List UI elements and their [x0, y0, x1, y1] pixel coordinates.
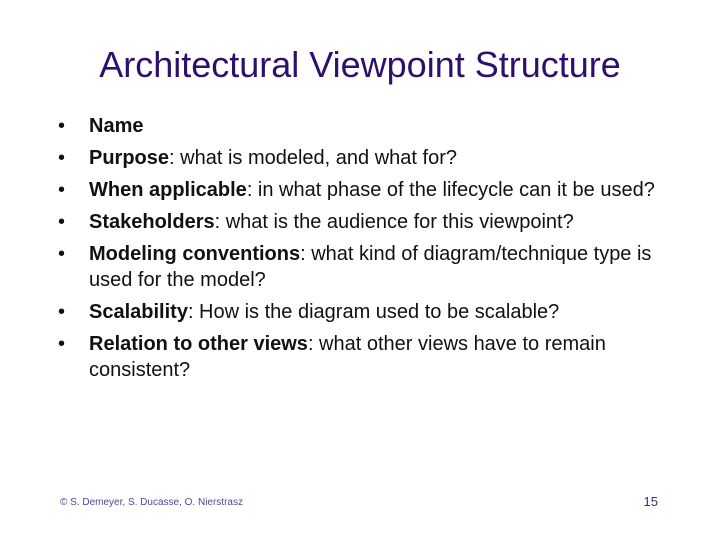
bullet-icon: • [58, 211, 66, 233]
bullet-item [58, 113, 678, 139]
bullet-text: : How is the diagram used to be scalable? [187, 301, 560, 323]
bullet-text: : what other views have to remain consistent? [89, 333, 606, 381]
bullet-term: Name [89, 115, 144, 137]
bullet-term: When applicable [89, 179, 247, 201]
bullet-term: Scalability [89, 301, 188, 323]
bullet-icon: • [58, 333, 66, 355]
bullet-list [58, 113, 678, 389]
bullet-text: : what is the audience for this viewpoint? [214, 211, 574, 233]
bullet-item [58, 177, 678, 203]
bullet-term: Purpose [89, 147, 170, 169]
bullet-text: : in what phase of the lifecycle can it be used? [246, 179, 655, 201]
bullet-item [58, 299, 678, 325]
bullet-term: Stakeholders [89, 211, 215, 233]
bullet-item [58, 209, 678, 235]
footer-copyright: © S. Demeyer, S. Ducasse, O. Nierstrasz [60, 497, 243, 508]
bullet-icon: • [58, 301, 66, 323]
bullet-item [58, 241, 678, 293]
bullet-text: : what is modeled, and what for? [169, 147, 457, 169]
bullet-term: Relation to other views [89, 333, 308, 355]
bullet-term: Modeling conventions [89, 243, 301, 265]
bullet-item [58, 331, 678, 383]
page-number: 15 [643, 494, 658, 509]
bullet-icon: • [58, 179, 66, 201]
bullet-icon: • [58, 147, 66, 169]
slide-title: Architectural Viewpoint Structure [99, 44, 621, 85]
bullet-icon: • [58, 243, 66, 265]
bullet-item [58, 145, 678, 171]
bullet-text: : what kind of diagram/technique type is used for the model? [89, 243, 652, 291]
bullet-icon: • [58, 115, 66, 137]
